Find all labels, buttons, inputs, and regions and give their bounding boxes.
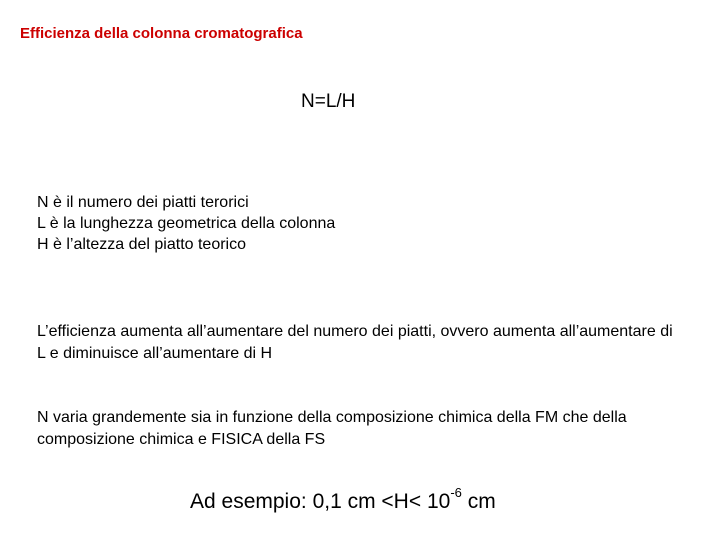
slide-title: Efficienza della colonna cromatografica — [20, 25, 303, 42]
example-suffix: cm — [461, 490, 496, 513]
definition-n: N è il numero dei piatti terorici — [37, 194, 249, 211]
example-prefix: Ad esempio: 0,1 cm <H< 10 — [190, 490, 451, 513]
example-exponent: -6 — [450, 485, 462, 500]
definitions-list — [37, 192, 335, 255]
definition-l: L è la lunghezza geometrica della colonna — [37, 215, 336, 232]
example-line — [190, 485, 496, 514]
efficiency-paragraph: L’efficienza aumenta all’aumentare del numero dei piatti, ovvero aumenta all’aumentare di L e diminuisce all’aumentare di H — [37, 323, 673, 362]
plate-number-formula: N=L/H — [301, 91, 356, 112]
definition-h: H è l’altezza del piatto teorico — [37, 236, 246, 253]
variation-paragraph: N varia grandemente sia in funzione della composizione chimica della FM che della composizione chimica e FISICA della FS — [37, 409, 627, 448]
